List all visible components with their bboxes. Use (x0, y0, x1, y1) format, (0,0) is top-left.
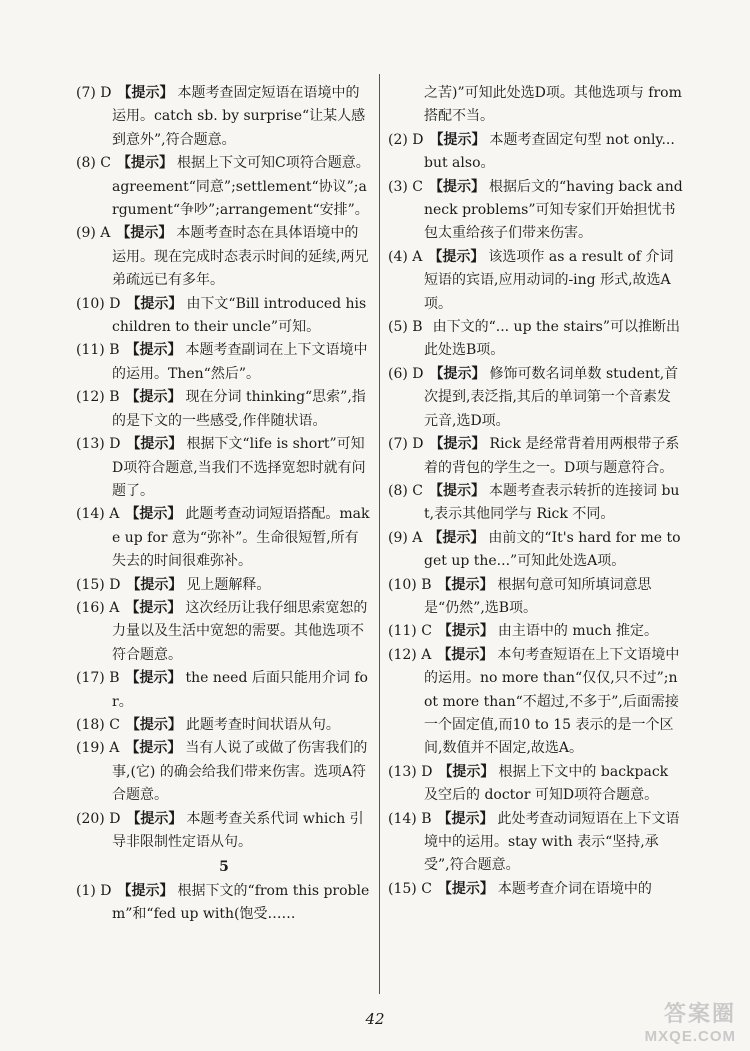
item-answer: B (109, 389, 120, 406)
answer-item (76, 82, 372, 152)
item-number: (19) (76, 740, 105, 757)
answer-item (388, 246, 684, 316)
hint-tag: 【提示】 (126, 576, 183, 593)
hint-text: 见上题解释。 (186, 576, 271, 593)
item-answer: C (109, 716, 120, 733)
hint-tag: 【提示】 (126, 810, 183, 827)
watermark-logo (608, 997, 736, 1043)
item-number: (9) (76, 225, 96, 242)
item-number: (1) (76, 882, 96, 899)
hint-tag: 【提示】 (429, 436, 486, 453)
item-answer: D (412, 131, 424, 148)
item-number: (8) (388, 482, 408, 499)
hint-text: 根据句意可知所填词意思是“仍然”,选B项。 (424, 576, 652, 616)
hint-text: 根据上下文可知C项符合题意。agreement“同意”;settlement“协议”;argument“争吵”;arrangement“安排”。 (112, 155, 370, 219)
hint-text: 本题考查时态在具体语境中的运用。现在完成时态表示时间的延续,两兄弟疏远已有多年。 (112, 225, 369, 289)
item-answer: A (100, 225, 111, 242)
item-answer: D (100, 882, 112, 899)
hint-tag: 【提示】 (429, 131, 486, 148)
hint-tag: 【提示】 (437, 646, 494, 663)
item-number: (10) (76, 295, 105, 312)
item-answer: D (421, 763, 433, 780)
answer-item (388, 527, 684, 574)
answer-item (76, 808, 372, 855)
item-answer: D (412, 436, 424, 453)
item-answer: A (421, 646, 432, 663)
hint-text: 本句考查短语在上下文语境中的运用。no more than“仅仅,只不过”;not more than“不超过,不多于”,后面需接一个固定值,而10 to 15 表示的是一个区间,数值并不固定,故选A。 (424, 646, 680, 757)
hint-text: 根据下文的“from this problem”和“fed up with(饱受…… (112, 882, 370, 923)
item-answer: B (109, 342, 120, 359)
item-number: (20) (76, 810, 105, 827)
answer-item (76, 222, 372, 292)
answer-item (388, 574, 684, 621)
hint-text: 这次经历让我仔细思索宽恕的力量以及生活中宽恕的需要。其他选项不符合题意。 (112, 599, 368, 663)
hint-tag: 【提示】 (125, 599, 182, 616)
item-answer: B (109, 670, 120, 687)
answer-item (76, 880, 372, 927)
answer-item (76, 152, 372, 222)
item-number: (15) (388, 880, 417, 897)
hint-text: 由主语中的 much 推定。 (497, 623, 658, 640)
hint-tag: 【提示】 (437, 623, 494, 640)
hint-tag: 【提示】 (125, 389, 182, 406)
item-answer: D (100, 85, 112, 101)
hint-tag: 【提示】 (117, 882, 174, 899)
hint-tag: 【提示】 (429, 178, 486, 195)
item-answer: C (100, 155, 112, 172)
item-number: (17) (76, 670, 105, 687)
hint-text: 由前文的“It's hard for me to get up the...”可知此处选A项。 (424, 529, 681, 570)
hint-tag: 【提示】 (428, 529, 485, 546)
hint-text: Rick 是经常背着用两根带子系着的背包的学生之一。D项与题意符合。 (424, 436, 680, 476)
answer-item (388, 129, 684, 176)
item-number: (15) (76, 576, 105, 593)
item-number: (2) (388, 131, 408, 148)
item-answer: D (412, 365, 424, 382)
hint-tag: 【提示】 (429, 482, 486, 499)
hint-tag: 【提示】 (437, 880, 494, 897)
page-number: 42 (365, 1010, 385, 1028)
hint-tag: 【提示】 (117, 155, 174, 172)
item-number: (4) (388, 248, 408, 265)
answer-item (388, 316, 684, 363)
item-answer: C (421, 880, 432, 897)
right-column (388, 82, 684, 901)
item-number: (14) (76, 506, 105, 523)
hint-text: 根据后文的“having back and neck problems”可知专家们开始担忧书包太重给孩子们带来伤害。 (424, 178, 683, 242)
answer-item (388, 480, 684, 527)
watermark-bottom: MXQE.COM (644, 1028, 736, 1045)
item-number: (13) (388, 763, 417, 780)
hint-tag: 【提示】 (125, 716, 182, 733)
item-answer: A (109, 506, 120, 523)
hint-tag: 【提示】 (125, 506, 182, 523)
answer-item (388, 433, 684, 480)
item-number: (16) (76, 599, 105, 616)
item-number: (13) (76, 436, 105, 453)
left-column (76, 82, 372, 927)
watermark-top: 答案圈 (663, 1001, 736, 1026)
answer-item (76, 386, 372, 433)
item-answer: C (412, 482, 424, 499)
answer-item (76, 574, 372, 597)
answer-item (76, 293, 372, 340)
hint-tag: 【提示】 (125, 670, 182, 687)
hint-text: 现在分词 thinking“思索”,指的是下文的一些感受,作伴随状语。 (112, 389, 366, 429)
item-answer: D (109, 576, 121, 593)
item-number: (8) (76, 155, 96, 172)
hint-text: 此题考查动词短语搭配。make up for 意为“弥补”。生命很短暂,所有失去的时间很难弥补。 (112, 506, 370, 570)
item-number: (9) (388, 529, 408, 546)
answer-item (388, 176, 684, 246)
hint-text: 修饰可数名词单数 student,首次提到,表泛指,其后的单词第一个音素发元音,选D项。 (424, 365, 679, 429)
answer-item (388, 363, 684, 433)
item-number: (7) (388, 436, 408, 453)
hint-text: 本题考查固定句型 not only... but also。 (424, 131, 675, 172)
hint-text: 由下文“Bill introduced his children to their uncle”可知。 (112, 295, 367, 336)
item-answer: A (109, 599, 120, 616)
item-answer: A (412, 529, 423, 546)
item-answer: B (421, 810, 432, 827)
hint-tag: 【提示】 (428, 248, 485, 265)
answer-item (76, 597, 372, 667)
item-answer: A (109, 740, 120, 757)
item-answer: D (109, 810, 121, 827)
hint-tag: 【提示】 (429, 365, 486, 382)
hint-tag: 【提示】 (437, 810, 494, 827)
hint-text: the need 后面只能用介词 for。 (112, 670, 368, 710)
item-number: (12) (388, 646, 417, 663)
section-title: 5 (219, 859, 229, 876)
hint-tag: 【提示】 (438, 763, 495, 780)
hint-text: 本题考查表示转折的连接词 but,表示其他同学与 Rick 不同。 (424, 482, 680, 523)
hint-tag: 【提示】 (125, 740, 182, 757)
hint-tag: 【提示】 (437, 576, 494, 593)
item-answer: B (412, 319, 423, 336)
hint-text: 本题考查副词在上下文语境中的运用。Then“然后”。 (112, 342, 368, 382)
hint-text: 根据上下文中的 backpack 及空后的 doctor 可知D项符合题意。 (424, 763, 669, 804)
answer-item (76, 737, 372, 807)
hint-tag: 【提示】 (125, 342, 182, 359)
column-divider (379, 74, 380, 994)
item-number: (7) (76, 85, 96, 101)
continuation-text: 之苦)”可知此处选D项。其他选项与 from 搭配不当。 (424, 85, 682, 125)
item-number: (5) (388, 319, 408, 336)
item-answer: B (421, 576, 432, 593)
hint-text: 当有人说了或做了伤害我们的事,(它) 的确会给我们带来伤害。选项A符合题意。 (112, 740, 368, 804)
hint-text: 根据下文“life is short”可知D项符合题意,当我们不选择宽恕时就有问题了。 (112, 436, 366, 499)
hint-text: 本题考查固定短语在语境中的运用。catch sb. by surprise“让某人感到意外”,符合题意。 (112, 85, 366, 148)
hint-tag: 【提示】 (116, 225, 173, 242)
item-answer: D (109, 295, 121, 312)
hint-text: 此题考查时间状语从句。 (185, 716, 340, 733)
item-number: (11) (388, 623, 417, 640)
item-answer: D (109, 436, 121, 453)
item-number: (12) (76, 389, 105, 406)
hint-text: 本题考查关系代词 which 引导非限制性定语从句。 (112, 810, 364, 850)
answer-item (76, 339, 372, 386)
answer-item (76, 667, 372, 714)
item-number: (14) (388, 810, 417, 827)
hint-text: 由下文的“... up the stairs”可以推断出此处选B项。 (424, 319, 681, 359)
hint-tag: 【提示】 (117, 85, 174, 101)
hint-tag: 【提示】 (126, 295, 183, 312)
item-number: (10) (388, 576, 417, 593)
item-answer: C (412, 178, 424, 195)
answer-item (388, 620, 684, 643)
item-number: (3) (388, 178, 408, 195)
item-number: (11) (76, 342, 105, 359)
answer-item (388, 761, 684, 808)
hint-tag: 【提示】 (126, 436, 183, 453)
answer-item (388, 644, 684, 761)
item-answer: C (421, 623, 432, 640)
hint-text: 此处考查动词短语在上下文语境中的运用。stay with 表示“坚持,承受”,符合题意。 (424, 810, 680, 874)
answer-item (76, 433, 372, 503)
item-number: (18) (76, 716, 105, 733)
hint-text: 该选项作 as a result of 介词短语的宾语,应用动词的-ing 形式,故选A项。 (424, 248, 674, 312)
answer-item (388, 808, 684, 878)
item-answer: A (412, 248, 423, 265)
answer-item (388, 878, 684, 901)
answer-item (76, 503, 372, 573)
item-number: (6) (388, 365, 408, 382)
hint-text: 本题考查介词在语境中的 (497, 880, 652, 897)
answer-item (76, 714, 372, 737)
